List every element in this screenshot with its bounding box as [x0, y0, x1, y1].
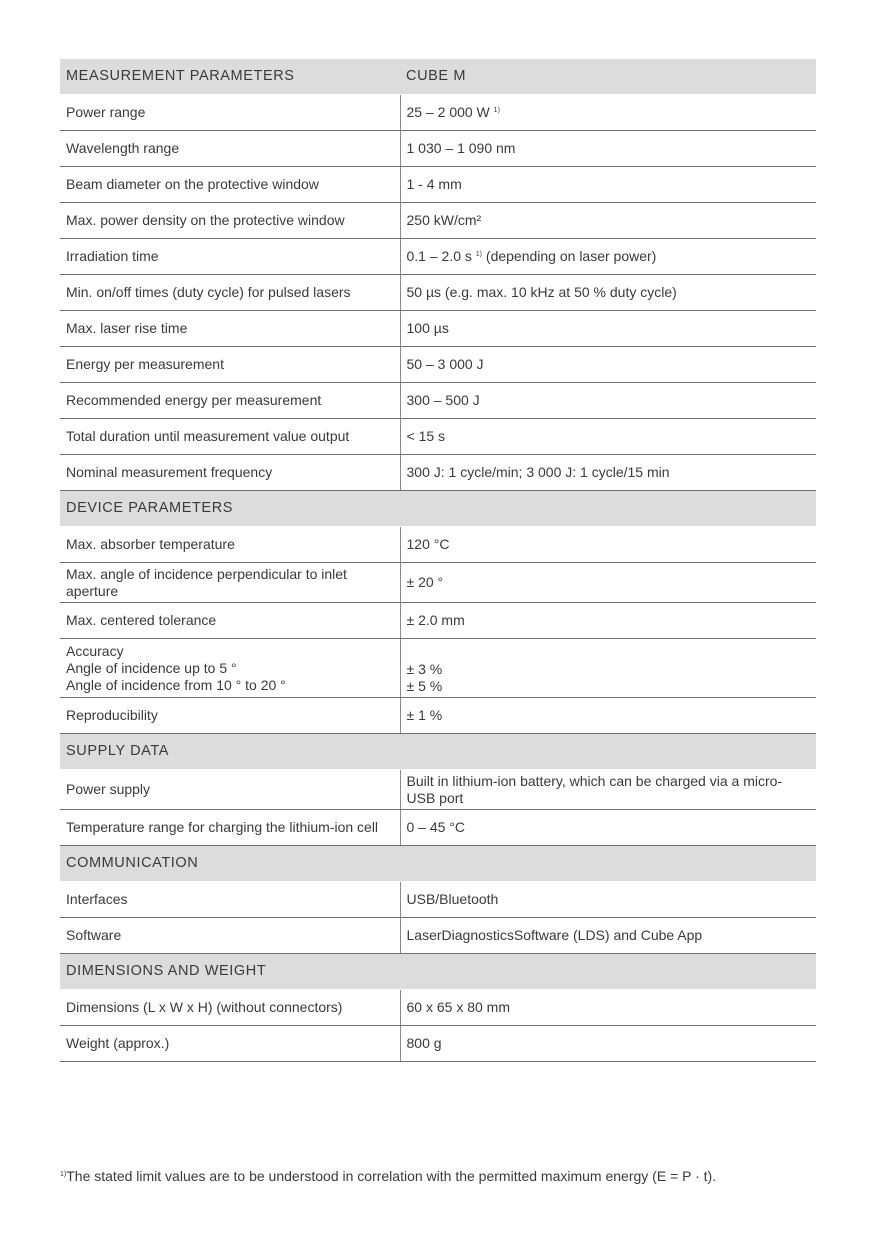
param-value: 0 – 45 °C	[400, 810, 816, 846]
table-row	[60, 639, 816, 698]
table-row	[60, 239, 816, 275]
table-row	[60, 810, 816, 846]
value-line: ± 5 %	[406, 678, 443, 694]
param-label	[60, 639, 400, 698]
param-value: Built in lithium-ion battery, which can be charged via a micro-USB port	[400, 770, 816, 810]
footnote	[60, 1168, 820, 1184]
param-value: 120 °C	[400, 527, 816, 563]
label-line: Accuracy	[66, 642, 124, 659]
table-row	[60, 275, 816, 311]
param-value: 1 - 4 mm	[400, 167, 816, 203]
param-label: Temperature range for charging the lithium-ion cell	[60, 810, 400, 846]
param-label: Beam diameter on the protective window	[60, 167, 400, 203]
label-line: Angle of incidence from 10 ° to 20 °	[66, 676, 286, 693]
param-label: Max. centered tolerance	[60, 603, 400, 639]
table-row	[60, 131, 816, 167]
table-row	[60, 347, 816, 383]
table-row	[60, 167, 816, 203]
param-value: 100 µs	[400, 311, 816, 347]
param-label: Max. angle of incidence perpendicular to inlet aperture	[60, 563, 400, 603]
label-line: Angle of incidence up to 5 °	[66, 659, 237, 676]
table-row	[60, 770, 816, 810]
section-header-communication	[60, 846, 816, 882]
param-value: 300 – 500 J	[400, 383, 816, 419]
param-label: Max. power density on the protective window	[60, 203, 400, 239]
param-label: Wavelength range	[60, 131, 400, 167]
table-row	[60, 203, 816, 239]
param-value: 250 kW/cm²	[400, 203, 816, 239]
model-name: CUBE M	[400, 59, 816, 95]
footnote-ref: 1)	[493, 107, 500, 114]
section-header-dimensions	[60, 954, 816, 990]
param-label: Reproducibility	[60, 698, 400, 734]
section-title: SUPPLY DATA	[60, 734, 816, 770]
section-title: DIMENSIONS AND WEIGHT	[60, 954, 816, 990]
footnote-text: The stated limit values are to be understood in correlation with the permitted maximum energy (E = P · t).	[66, 1168, 717, 1184]
param-label: Max. laser rise time	[60, 311, 400, 347]
section-title: MEASUREMENT PARAMETERS	[60, 59, 400, 95]
table-row	[60, 95, 816, 131]
table-row	[60, 311, 816, 347]
param-label: Power supply	[60, 770, 400, 810]
param-label: Energy per measurement	[60, 347, 400, 383]
param-label: Min. on/off times (duty cycle) for pulsed lasers	[60, 275, 400, 311]
param-label: Interfaces	[60, 882, 400, 918]
param-value: 50 – 3 000 J	[400, 347, 816, 383]
param-value: 50 µs (e.g. max. 10 kHz at 50 % duty cycle)	[400, 275, 816, 311]
param-label: Dimensions (L x W x H) (without connectors)	[60, 990, 400, 1026]
table-row	[60, 383, 816, 419]
param-value: ± 1 %	[400, 698, 816, 734]
param-value: 1 030 – 1 090 nm	[400, 131, 816, 167]
section-header-measurement	[60, 59, 816, 95]
param-label: Recommended energy per measurement	[60, 383, 400, 419]
section-header-device	[60, 491, 816, 527]
table-row	[60, 698, 816, 734]
table-row	[60, 603, 816, 639]
table-row	[60, 563, 816, 603]
footnote-marker: 1)	[60, 1171, 67, 1178]
section-title: DEVICE PARAMETERS	[60, 491, 816, 527]
param-value: 60 x 65 x 80 mm	[400, 990, 816, 1026]
param-value	[400, 639, 816, 698]
param-value: ± 20 °	[400, 563, 816, 603]
param-value: LaserDiagnosticsSoftware (LDS) and Cube App	[400, 918, 816, 954]
table-row	[60, 455, 816, 491]
param-value: 0.1 – 2.0 s $^{1)}$ (depending on laser power)	[400, 239, 816, 275]
table-row	[60, 419, 816, 455]
param-value: 25 – 2 000 W $^{1)}$	[400, 95, 816, 131]
param-value: 800 g	[400, 1026, 816, 1062]
param-label: Irradiation time	[60, 239, 400, 275]
param-label: Total duration until measurement value output	[60, 419, 400, 455]
param-value: 300 J: 1 cycle/min; 3 000 J: 1 cycle/15 min	[400, 455, 816, 491]
table-row	[60, 1026, 816, 1062]
table-row	[60, 918, 816, 954]
param-label: Power range	[60, 95, 400, 131]
param-value: USB/Bluetooth	[400, 882, 816, 918]
value-line: ± 3 %	[406, 661, 443, 677]
spec-table	[60, 59, 816, 1062]
param-label: Nominal measurement frequency	[60, 455, 400, 491]
param-value: ± 2.0 mm	[400, 603, 816, 639]
table-row	[60, 990, 816, 1026]
param-label: Weight (approx.)	[60, 1026, 400, 1062]
footnote-ref: 1)	[475, 251, 483, 258]
param-label: Max. absorber temperature	[60, 527, 400, 563]
param-label: Software	[60, 918, 400, 954]
param-value: < 15 s	[400, 419, 816, 455]
table-row	[60, 882, 816, 918]
table-row	[60, 527, 816, 563]
section-header-supply	[60, 734, 816, 770]
section-title: COMMUNICATION	[60, 846, 816, 882]
